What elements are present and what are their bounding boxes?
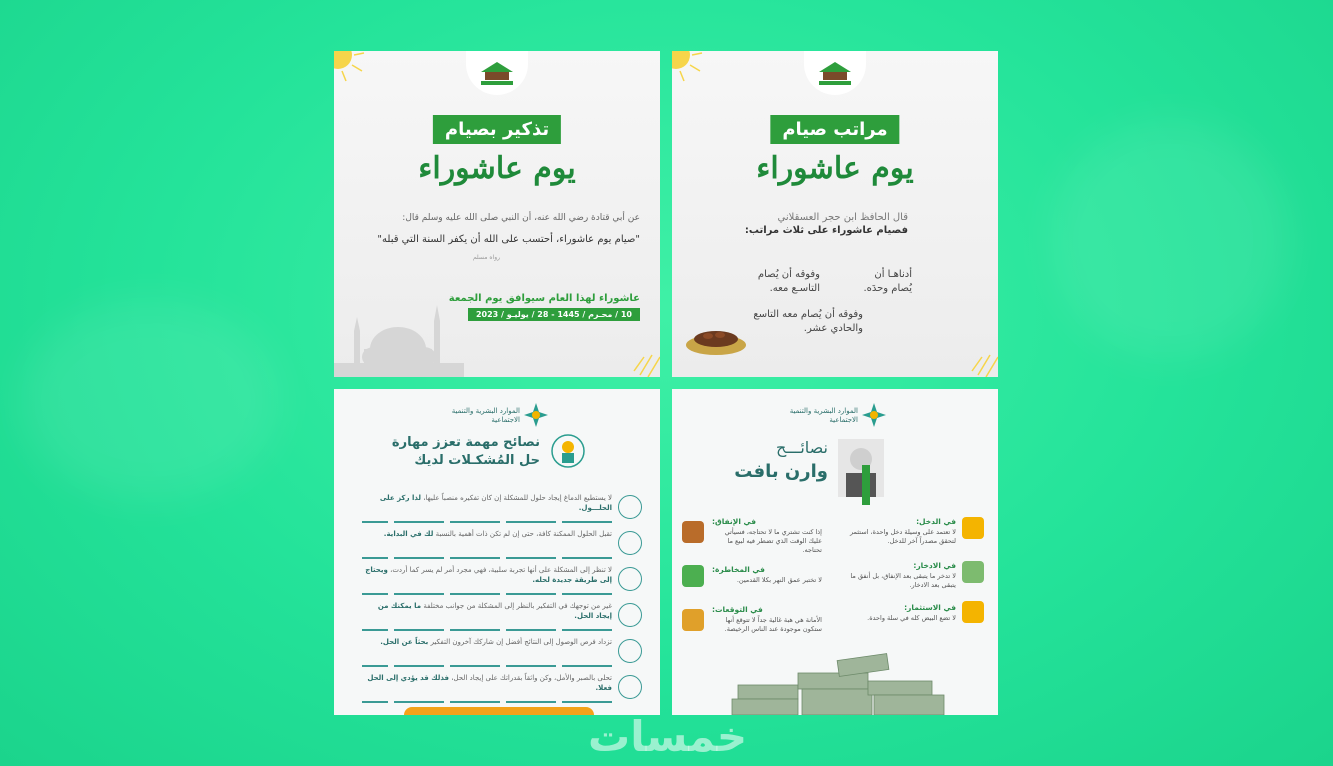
sun-icon xyxy=(334,51,374,91)
buffett-portrait-icon xyxy=(838,439,884,497)
divider xyxy=(362,593,612,595)
ashura-date: 10 / محـرم / 1445 - 28 / يوليـو / 2023 xyxy=(468,308,640,321)
card-warren-buffett-tips[interactable] xyxy=(672,389,998,715)
section-body: إذا كنت تشتري ما لا تحتاجه، فسيأتي عليك الوقت الذي تضطر فيه لبيع ما تحتاجه. xyxy=(724,528,822,554)
ashura-note: عاشوراء لهذا العام سيوافق يوم الجمعة xyxy=(448,293,640,304)
section-title: في الادخار: xyxy=(913,561,956,570)
gears-icon xyxy=(618,603,642,627)
green-accent xyxy=(862,465,870,505)
section-title: في التوقعات: xyxy=(712,605,763,614)
tip-1 xyxy=(357,493,642,523)
hadith-source: رواه مسلم xyxy=(472,254,500,261)
intro-bold: فصيام عاشوراء على ثلاث مراتب: xyxy=(744,225,908,236)
thinking-person-icon xyxy=(548,431,588,471)
head-icon xyxy=(618,495,642,519)
ashura-calligraphy: يوم عاشوراء xyxy=(418,151,576,186)
tip-bold: ويحتاج إلى طريقة جديدة لحله. xyxy=(365,566,612,584)
team-icon xyxy=(618,639,642,663)
level-3: وفوقه أن يُصام معه التاسع والحادي عشر. xyxy=(753,309,863,334)
card-problem-solving-tips[interactable] xyxy=(334,389,660,715)
cash-icon xyxy=(682,565,704,587)
logo-badge xyxy=(804,51,866,95)
sun-rays-icon xyxy=(968,347,998,377)
tip-text: لا يستطيع الدماغ إيجاد حلول للمشكلة إن كان تفكيره منصباً عليها، xyxy=(423,494,612,502)
intro-text: قال الحافظ ابن حجر العسقلاني xyxy=(777,212,908,223)
divider xyxy=(362,665,612,667)
level-1: أدناهـا أن يُصام وحدَه. xyxy=(863,269,912,294)
hadith-line-2: "صيام يوم عاشوراء، أحتسب على الله أن يكفر السنة التي قبله" xyxy=(377,234,640,245)
section-body: الأمانة هي هبة غالية جداً لا تتوقع أنها ستكون موجودة عند الناس الرخيصة. xyxy=(724,616,822,633)
card-title: تذكير بصيام xyxy=(433,115,561,144)
tip-5 xyxy=(357,637,642,667)
section-body: لا تدخر ما يتبقى بعد الإنفاق، بل أنفق ما يتبقى بعد الادخار. xyxy=(850,572,956,589)
sun-rays-icon xyxy=(630,347,660,377)
tip-bold: ما يمكنك من إيجاد الحل. xyxy=(377,602,612,620)
bg-blob xyxy=(20,300,280,500)
level-2: وفوقه أن يُصام التاسـع معه. xyxy=(757,269,820,294)
org-name: الموارد البشرية والتنمية الاجتماعية xyxy=(789,407,858,424)
section-body: لا تختبر عمق النهر بكلا القدمين. xyxy=(736,576,822,584)
section-title: في المخاطرة: xyxy=(712,565,765,574)
tip-4 xyxy=(357,601,642,631)
tip-2 xyxy=(357,529,642,559)
divider xyxy=(362,629,612,631)
dates-bowl-icon xyxy=(684,319,748,359)
section-title: في الدخل: xyxy=(916,517,956,526)
mosque-icon xyxy=(334,291,464,377)
section-body: لا تعتمد على وسيلة دخل واحدة، استثمر لتحقق مصدراً آخر للدخل. xyxy=(849,528,956,545)
savings-jar-icon xyxy=(962,561,984,583)
calculator-icon xyxy=(682,609,704,631)
card-ashura-reminder[interactable] xyxy=(334,51,660,377)
tip-text: غير من توجهك في التفكير بالنظر إلى المشكلة من جوانب مختلفة xyxy=(423,602,612,610)
tip-text: لا تنظر إلى المشكلة على أنها تجربة سلبية، فهي مجرد أمر لم يسر كما أردت، xyxy=(390,566,612,574)
tip-bold: لذا ركز على الحلـــول. xyxy=(379,494,612,512)
logo-icon xyxy=(477,58,517,88)
logo-badge xyxy=(466,51,528,95)
ashura-calligraphy: يوم عاشوراء xyxy=(756,151,914,186)
footer-bar xyxy=(404,707,594,715)
tip-text: تزداد فرص الوصول إلى النتائج أفضل إن شاركك آخرون التفكير xyxy=(430,638,612,646)
tip-bold: فذلك قد يؤدي إلى الحل فعلا. xyxy=(367,674,612,692)
tip-bold: لك في البداية. xyxy=(383,530,434,538)
bg-blob xyxy=(1050,120,1290,360)
tip-6 xyxy=(357,673,642,703)
tip-bold: بحثاً عن الحل. xyxy=(380,638,429,646)
org-name: الموارد البشرية والتنمية الاجتماعية xyxy=(451,407,520,424)
ministry-logo-icon xyxy=(522,401,550,429)
hadith-line-1: عن أبي قتادة رضي الله عنه، أن النبي صلى الله عليه وسلم قال: xyxy=(402,213,640,223)
growth-chart-icon xyxy=(962,601,984,623)
money-stacks-icon xyxy=(728,651,948,715)
section-title: في الإنفاق: xyxy=(712,517,757,526)
title-small: نصائـــح xyxy=(775,438,828,457)
section-body: لا تضع البيض كله في سلة واحدة. xyxy=(867,614,956,622)
hand-icon xyxy=(618,531,642,555)
divider xyxy=(362,557,612,559)
section-title: في الاستثمار: xyxy=(904,603,956,612)
card-title: مراتب صيام xyxy=(770,115,899,144)
tip-text: تحلى بالصبر والأمل، وكن واثقاً بقدراتك على إيجاد الحل، xyxy=(451,674,612,682)
ministry-logo-icon xyxy=(860,401,888,429)
card-ashura-levels[interactable] xyxy=(672,51,998,377)
wallet-icon xyxy=(682,521,704,543)
sun-icon xyxy=(672,51,712,91)
title-line-2: حل المُشكـلات لديك xyxy=(414,453,540,468)
title-big: وارن بافت xyxy=(734,461,828,482)
tip-3 xyxy=(357,565,642,595)
divider xyxy=(362,521,612,523)
money-bag-icon xyxy=(962,517,984,539)
title-line-1: نصائح مهمة تعزز مهارة xyxy=(391,435,540,450)
khamsat-watermark: خمسات xyxy=(588,712,748,761)
divider xyxy=(362,701,612,703)
person-icon xyxy=(618,675,642,699)
brain-icon xyxy=(618,567,642,591)
logo-icon xyxy=(815,58,855,88)
tip-text: تقبل الحلول الممكنة كافة، حتى إن لم تكن ذات أهمية بالنسبة xyxy=(435,530,612,538)
